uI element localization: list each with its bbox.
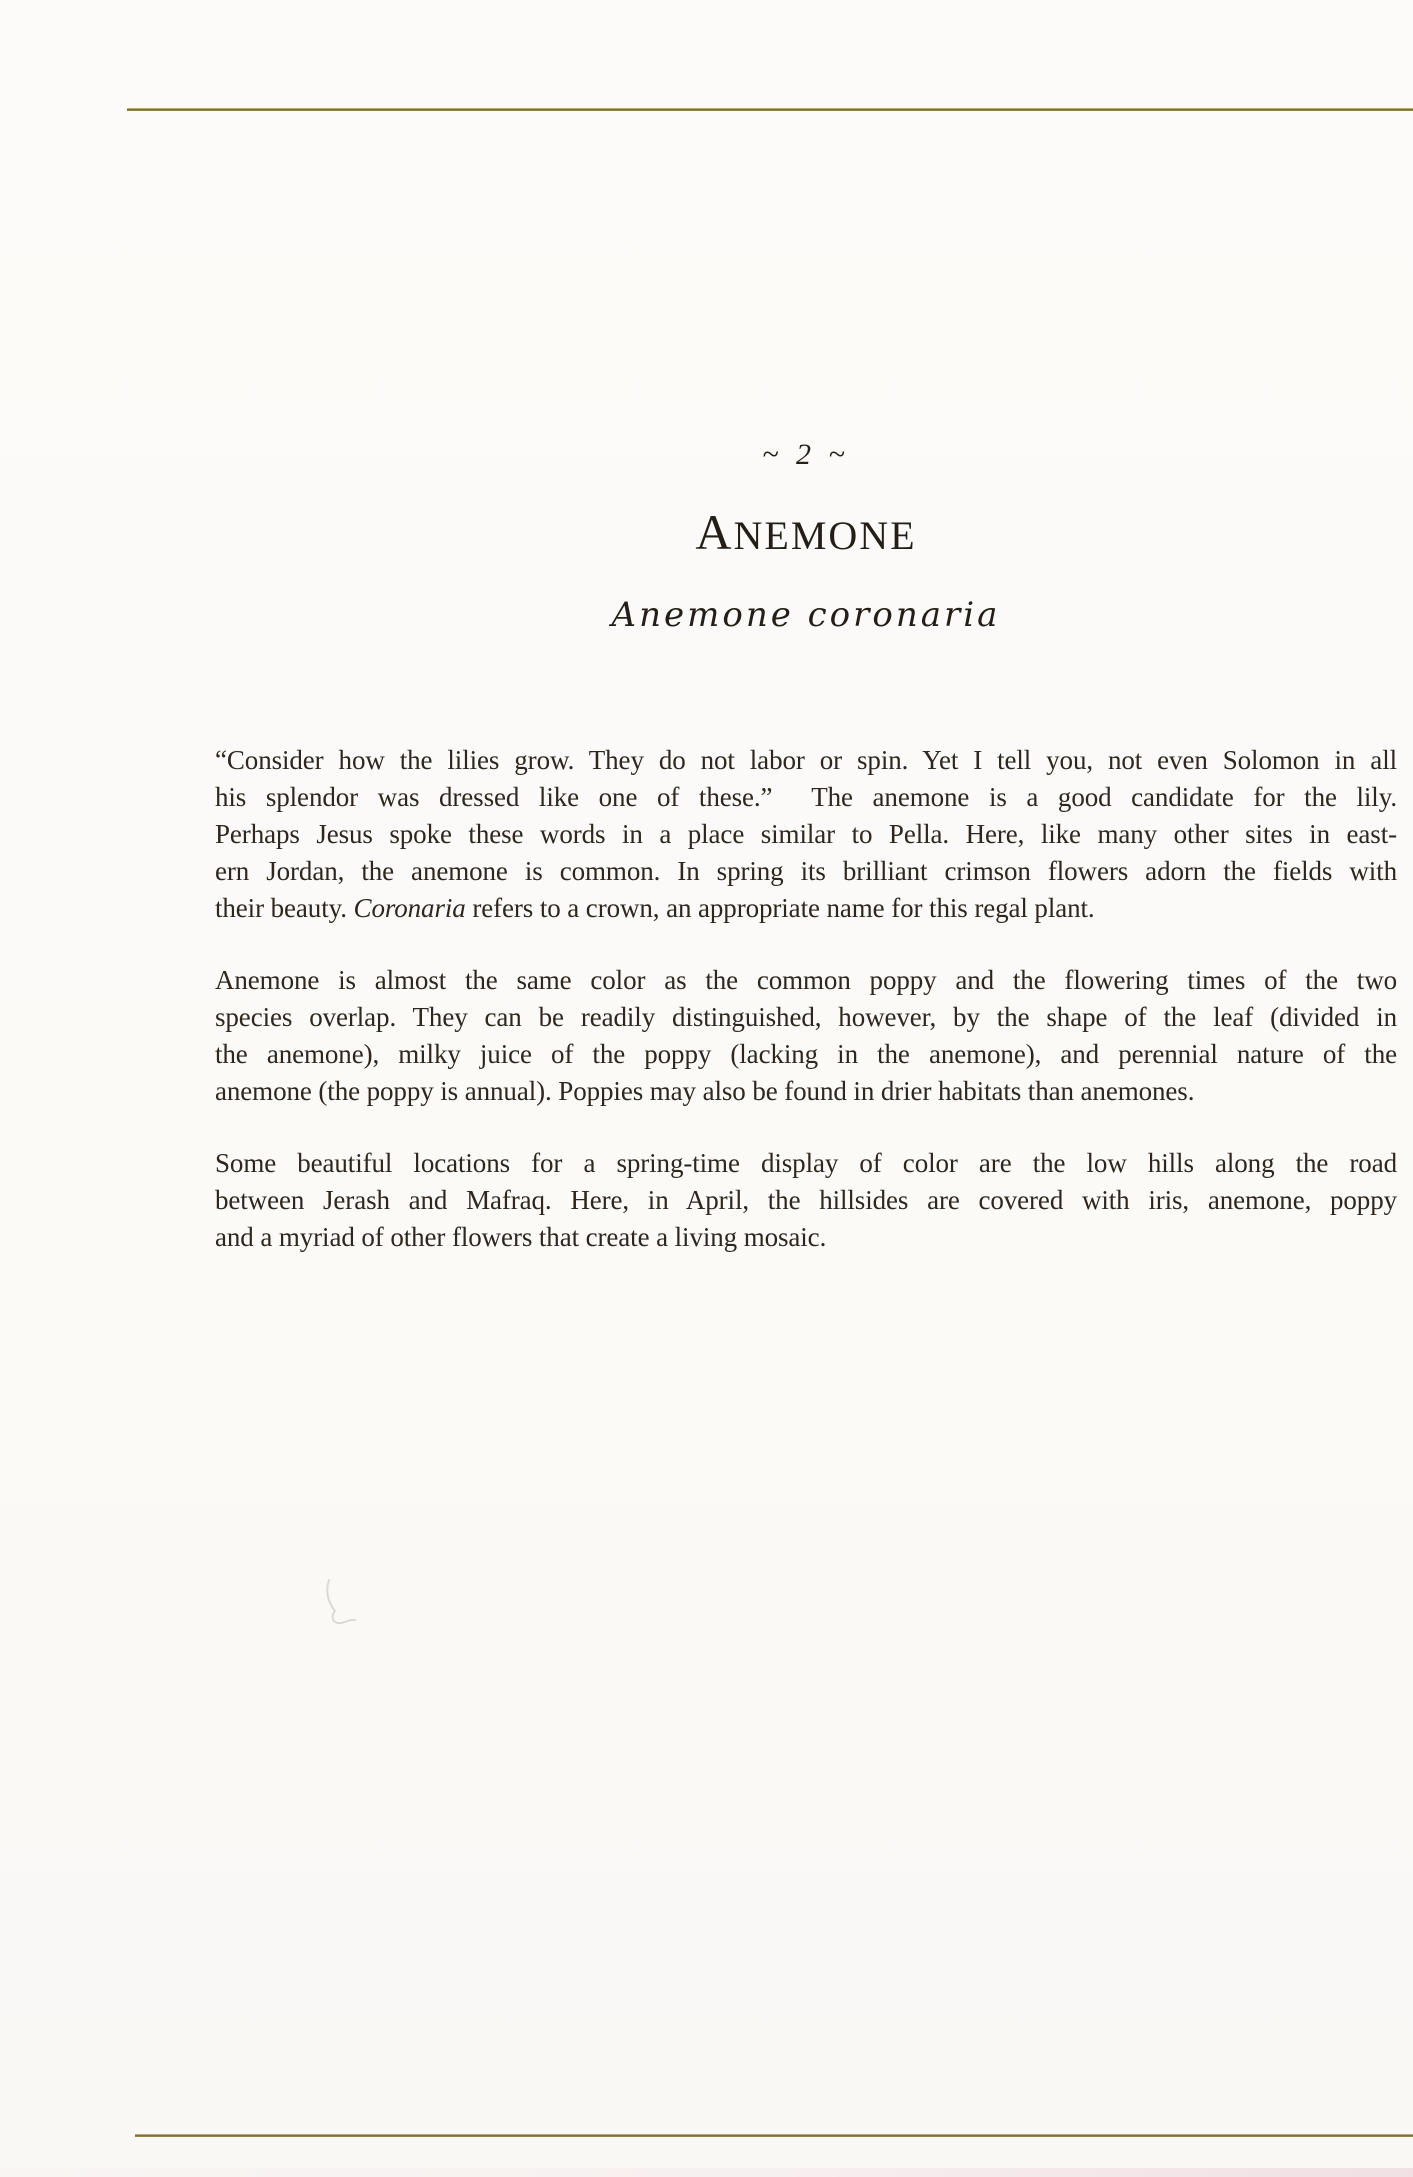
text-line bbox=[215, 999, 1397, 1036]
paragraph-2 bbox=[215, 962, 1397, 1110]
top-rule bbox=[127, 108, 1413, 111]
text-segment: the anemone), milky juice of the poppy (lacking in the anemone), and perennial nature of the bbox=[215, 1039, 1397, 1069]
text-line bbox=[215, 853, 1397, 890]
text-segment: between Jerash and Mafraq. Here, in April, the hillsides are covered with iris, anemone, poppy bbox=[215, 1185, 1397, 1215]
page-edge-shadow bbox=[0, 2168, 1413, 2177]
body-text bbox=[215, 742, 1397, 1256]
text-line bbox=[215, 1219, 1397, 1256]
text-segment: Some beautiful locations for a spring-time display of color are the low hills along the road bbox=[215, 1148, 1397, 1178]
page-number: ~ 2 ~ bbox=[762, 438, 850, 471]
paragraph-1 bbox=[215, 742, 1397, 927]
text-line bbox=[215, 1145, 1397, 1182]
text-line bbox=[215, 816, 1397, 853]
text-line bbox=[215, 742, 1397, 779]
text-segment: species overlap. They can be readily distinguished, however, by the shape of the leaf (divided in bbox=[215, 1002, 1397, 1032]
text-segment: his splendor was dressed like one of these.” The anemone is a good candidate for the lily. bbox=[215, 782, 1397, 812]
text-segment: refers to a crown, an appropriate name for this regal plant. bbox=[465, 893, 1095, 923]
text-segment: Perhaps Jesus spoke these words in a place similar to Pella. Here, like many other sites in east- bbox=[215, 819, 1397, 849]
text-line bbox=[215, 1073, 1397, 1110]
species-name: Anemone coronaria bbox=[611, 595, 1001, 635]
text-segment: “Consider how the lilies grow. They do not labor or spin. Yet I tell you, not even Solomon in all bbox=[215, 745, 1397, 775]
text-segment: their beauty. bbox=[215, 893, 354, 923]
text-line bbox=[215, 962, 1397, 999]
bottom-rule bbox=[135, 2134, 1413, 2137]
text-segment: and a myriad of other flowers that create a living mosaic. bbox=[215, 1222, 827, 1252]
chapter-title bbox=[215, 504, 1397, 560]
scan-artifact-mark bbox=[322, 1578, 358, 1630]
paragraph-3 bbox=[215, 1145, 1397, 1256]
chapter-title-initial: A bbox=[695, 504, 734, 560]
text-segment: Anemone is almost the same color as the common poppy and the flowering times of the two bbox=[215, 965, 1397, 995]
text-line bbox=[215, 1182, 1397, 1219]
chapter-title-rest: NEMONE bbox=[733, 513, 917, 558]
text-line bbox=[215, 1036, 1397, 1073]
text-line bbox=[215, 779, 1397, 816]
text-line bbox=[215, 890, 1397, 927]
text-segment: ern Jordan, the anemone is common. In spring its brilliant crimson flowers adorn the fields with bbox=[215, 856, 1397, 886]
text-segment: anemone (the poppy is annual). Poppies may also be found in drier habitats than anemones. bbox=[215, 1076, 1195, 1106]
italic-text-segment: Coronaria bbox=[353, 893, 466, 923]
